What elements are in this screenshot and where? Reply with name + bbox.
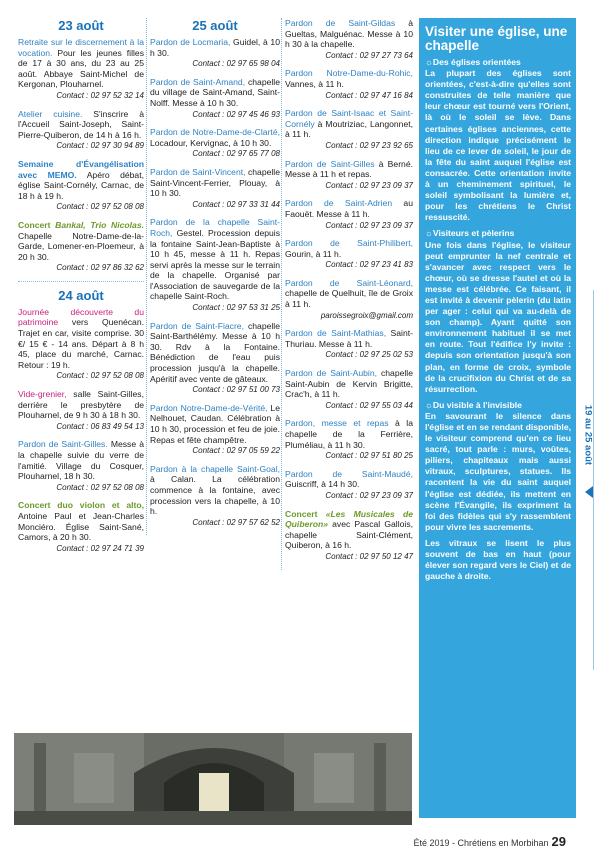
event-title: Pardon de Saint-Philibert, <box>285 238 413 249</box>
event-entry <box>150 403 280 457</box>
sidebar-subhead: Du visible à l'invisible <box>432 399 522 410</box>
event-entry <box>18 220 144 274</box>
tab-arrow-icon <box>585 486 593 498</box>
event-text: salle Saint-Gilles, derrière le presbytère de Plouharnel, de 9 h 30 à 18 h 30. <box>18 389 144 421</box>
event-contact: Contact : 02 97 55 03 44 <box>325 400 413 410</box>
event-text: Antoine Paul et Jean-Charles Monciéro. Église Saint-Sané, Camors, à 20 h 30. <box>18 510 144 543</box>
sidebar-subhead: Visiteurs et pèlerins <box>432 228 515 239</box>
event-text: vers Quenécan. Trajet en car, visite comprise. 30 €/ 15 € - 14 ans. Départ à 8 h 45, place du marché, Carnac. Retour : 19 h. <box>18 317 144 370</box>
event-title: Atelier cuisine. <box>18 108 83 119</box>
event-title: Pardon de Saint-Adrien <box>285 198 393 209</box>
event-title: Journée découverte du patrimoine <box>18 306 144 328</box>
event-contact: Contact : 02 97 65 98 04 <box>192 59 280 69</box>
event-contact: Contact : 02 97 52 08 08 <box>56 202 144 212</box>
date-heading: 25 août <box>192 18 238 33</box>
event-title: Pardon de Saint-Léonard, <box>285 277 413 288</box>
event-entry <box>18 389 144 432</box>
event-entry <box>285 108 413 151</box>
column-3 <box>285 18 413 570</box>
event-title: Retraite sur le discernement à la vocation. <box>18 37 144 58</box>
event-text: chapelle Saint-Aubin de Kervin Brigitte, Crac'h, à 11 h. <box>285 368 413 400</box>
event-contact: Contact : 02 97 24 71 39 <box>56 543 144 553</box>
event-title: Concert <box>18 219 51 230</box>
event-contact: Contact : 02 97 57 62 52 <box>192 517 280 527</box>
side-rule <box>593 290 594 670</box>
event-contact: Contact : 02 97 23 92 65 <box>325 140 413 150</box>
event-text: Gestel. Procession depuis la fontaine Saint-Jean-Baptiste à 10 h 45, messe à 11 h. Repas servi après la messe sur le terrain de la chapelle. Organisé par l'Association de sauvegarde de la chapelle Saint-Roch. <box>150 227 280 302</box>
sun-icon: ☼ <box>425 399 433 410</box>
event-contact: Contact : 02 97 27 73 64 <box>325 50 413 60</box>
event-contact: Contact : 02 97 52 08 08 <box>56 371 144 381</box>
event-contact: Contact : 06 83 49 54 13 <box>56 421 144 431</box>
event-entry <box>18 109 144 152</box>
event-text: Apéro débat, église Saint-Cornély, Carnac, de 18 h à 19 h. <box>18 169 144 201</box>
event-entry <box>285 68 413 101</box>
event-title: Concert duo violon et alto, <box>18 500 144 511</box>
church-interior-image <box>14 733 412 825</box>
sidebar-text: Les vitraux se lisent le plus souvent de bas en haut (pour élever son regard vers le Ciel) et de gauche à droite. <box>425 537 571 582</box>
sidebar-paragraph <box>425 57 571 223</box>
event-entry <box>18 500 144 554</box>
event-contact: Contact : 02 97 86 32 62 <box>56 263 144 273</box>
event-entry <box>285 198 413 231</box>
sidebar-text: Une fois dans l'église, le visiteur peut emprunter la nef centrale et s'avancer avec respect vers le chœur, où se dresse l'autel et où la messe est célébrée. Ce faisant, il est invité à devenir pèlerin (du latin per ager : celui qui va au-delà de son champ). Ayant quitté son environnement habituel il se met en route. Tout l'édifice l'y invite : depuis son orientation jusqu'à son plan, en forme de croix, symbole de la crucifixion du Christ et de sa résurrection. <box>425 239 571 394</box>
event-text: Chapelle Notre-Dame-de-la-Garde, Lomener-en-Ploemeur, à 20 h 30. <box>18 230 144 262</box>
event-entry <box>18 439 144 493</box>
event-entry <box>285 469 413 502</box>
section-tab-label: 19 au 25 août <box>582 404 594 466</box>
event-text: au Faouët. Messe à 11 h. <box>285 198 413 219</box>
event-contact: Contact : 02 97 45 46 93 <box>192 109 280 119</box>
event-title: Pardon Notre-Dame-de-Vérité, <box>150 402 268 413</box>
event-text: S'inscrire à l'Accueil Saint-Joseph, Saint-Pierre-Quiberon, de 14 h à 16 h. <box>18 108 145 140</box>
date-heading: 23 août <box>58 18 104 33</box>
event-entry <box>285 328 413 361</box>
event-entry <box>150 167 280 210</box>
event-title: Pardon de Saint-Gildas <box>285 18 396 28</box>
church-interior-photo <box>14 733 412 825</box>
sidebar-panel <box>419 18 576 818</box>
event-entry <box>150 464 280 529</box>
event-entry <box>285 18 413 61</box>
event-text: à Moutriziac, Langonnet, à 11 h. <box>285 118 413 140</box>
event-text: Messe à la chapelle suivie du verre de l'amitié. Village du Cosquer, Plouharnel, 18 h 30. <box>18 439 144 482</box>
event-entry <box>18 307 144 382</box>
event-text: avec Pascal Gallois, chapelle Saint-Clément, Quiberon, à 16 h. <box>285 519 413 551</box>
event-title: Pardon de Notre-Dame-de-Clarté, <box>150 127 280 138</box>
event-entry <box>285 509 413 563</box>
sun-icon: ☼ <box>425 228 433 239</box>
event-entry <box>285 278 413 321</box>
event-title: Pardon, messe et repas <box>285 418 389 429</box>
column-2 <box>150 18 280 535</box>
event-text: à Calan. La célébration commence à la fontaine, avec procession vers la chapelle, à 10 h. <box>150 474 280 517</box>
event-title: Pardon de Saint-Gilles <box>285 158 375 169</box>
page-number: 29 <box>551 834 566 849</box>
event-contact: Contact : 02 97 52 32 14 <box>56 90 144 100</box>
event-entry <box>285 159 413 192</box>
date-heading: 24 août <box>58 287 104 303</box>
event-entry <box>285 418 413 461</box>
event-contact: Contact : 02 97 33 31 44 <box>192 199 280 209</box>
event-text: Vannes, à 11 h. <box>285 78 344 89</box>
sidebar-paragraph <box>425 400 571 533</box>
event-contact: Contact : 02 97 25 02 53 <box>325 350 413 360</box>
event-title: Pardon de Locmaria, <box>150 37 231 47</box>
event-entry <box>150 127 280 160</box>
event-contact: Contact : 02 97 65 77 08 <box>192 149 280 159</box>
event-text: Le Nelhouet, Caudan. Célébration à 10 h 30, procession et feu de joie. Repas et fête champêtre. <box>150 402 280 445</box>
event-entry <box>18 159 144 213</box>
event-contact: Contact : 02 97 23 09 37 <box>325 490 413 500</box>
event-text: chapelle Saint-Barthélémy. Messe à 10 h 30. Rdv à la Fontaine. Bénédiction de l'eau puis procession jusqu'à la chapelle. Apéritif avec vente de gâteaux. <box>150 320 280 384</box>
event-text: Gourin, à 11 h. <box>285 248 342 259</box>
divider <box>18 281 144 282</box>
event-title: Pardon à la chapelle Saint-Goal, <box>150 463 280 474</box>
event-entry <box>18 37 144 102</box>
sidebar-body <box>419 57 576 582</box>
event-entry <box>150 37 280 70</box>
event-entry <box>285 238 413 271</box>
event-text: chapelle de Quelhuit, île de Groix à 11 h. <box>285 288 413 310</box>
event-contact: Contact : 02 97 51 00 73 <box>192 385 280 395</box>
event-contact: paroissegroix@gmail.com <box>320 310 413 320</box>
event-title: Pardon de Saint-Aubin, <box>285 368 378 379</box>
event-title: Concert <box>285 508 318 519</box>
event-title: Pardon de Saint-Maudé, <box>285 468 413 479</box>
event-title: Pardon de Saint-Fiacre, <box>150 320 244 331</box>
event-text: à la chapelle de la Ferrière, Pluméliau, à 11 h 30. <box>285 418 413 450</box>
event-entry <box>150 321 280 396</box>
column-1 <box>18 18 144 561</box>
page-footer <box>413 834 566 849</box>
footer-text: Été 2019 - Chrétiens en Morbihan <box>413 838 549 848</box>
sidebar-text: La plupart des églises sont orientées, c'est-à-dire qu'elles sont construites de telle manière que leur chœur est tourné vers l'Orient, là où le soleil se lève. Dans certaines églises anciennes, cette direction indique précisément le lieu de ce lever de soleil, le jour de la fête du saint auquel l'église est consacrée. Cette orientation invite à un cheminement spirituel, le soleil symbolisant la lumière et, pour les chrétiens le Christ ressuscité. <box>425 68 571 223</box>
event-text: Locadour, Kervignac, à 10 h 30. <box>150 137 272 148</box>
event-text: chapelle du village de Saint-Amand, Saint-Nolff. Messe à 10 h 30. <box>150 76 280 108</box>
event-contact: Contact : 02 97 51 80 25 <box>325 451 413 461</box>
event-entry <box>150 217 280 313</box>
event-entry <box>285 368 413 411</box>
event-entry <box>150 77 280 120</box>
sun-icon: ☼ <box>425 57 433 67</box>
event-text: Guidel, à 10 h 30. <box>150 37 280 58</box>
event-title: Pardon de la chapelle Saint-Roch, <box>150 217 280 238</box>
event-title: Pardon de Saint-Isaac et Saint-Cornély <box>285 108 413 129</box>
sidebar-paragraph <box>425 228 571 394</box>
sidebar-paragraph <box>425 538 571 582</box>
event-title: Pardon de Saint-Amand, <box>150 76 246 87</box>
event-title: Pardon de Saint-Mathias, <box>285 328 387 339</box>
event-title-italic: «Les Musicales de Quiberon» <box>285 508 413 530</box>
event-text: à Gueltas, Malguénac. Messe à 10 h 30 à la chapelle. <box>285 18 413 50</box>
sidebar-title: Visiter une église, une chapelle <box>425 24 568 53</box>
event-contact: Contact : 02 97 52 08 08 <box>56 482 144 492</box>
event-text: chapelle Saint-Vincent-Ferrier, Plouay, à 10 h 30. <box>150 166 280 199</box>
sidebar-subhead: Des églises orientées <box>432 57 521 67</box>
event-contact: Contact : 02 97 23 41 83 <box>325 260 413 270</box>
event-title: Pardon Notre-Dame-du-Rohic, <box>285 68 413 79</box>
event-title-italic: Bankal, Trio Nicolas. <box>50 219 144 230</box>
event-contact: Contact : 02 97 05 59 22 <box>192 446 280 456</box>
event-text: Pour les jeunes filles de 17 à 30 ans, du 23 au 25 août. Abbaye Saint-Michel de Kergonan, Plouharnel. <box>18 47 144 90</box>
event-contact: Contact : 02 97 53 31 25 <box>192 303 280 313</box>
event-text: à Berné. Messe à 11 h et repas. <box>285 158 414 180</box>
event-title: Pardon de Saint-Gilles. <box>18 439 108 450</box>
event-contact: Contact : 02 97 23 09 37 <box>325 180 413 190</box>
event-title: Pardon de Saint-Vincent, <box>150 166 246 177</box>
event-contact: Contact : 02 97 23 09 37 <box>325 220 413 230</box>
section-tab <box>581 390 595 480</box>
event-text: Guiscriff, à 14 h 30. <box>285 479 360 490</box>
event-text: Saint-Thuriau. Messe à 11 h. <box>285 328 413 349</box>
event-title: Semaine d'Évangélisation avec MEMO. <box>18 158 144 180</box>
event-contact: Contact : 02 97 50 12 47 <box>325 551 413 561</box>
event-contact: Contact : 02 97 47 16 84 <box>325 90 413 100</box>
event-title: Vide-grenier, <box>18 389 67 400</box>
event-contact: Contact : 02 97 30 94 89 <box>56 141 144 151</box>
sidebar-text: En savourant le silence dans l'église et en se rendant disponible, le visiteur comprend qu'en ce lieu sacré, tout parle : murs, voûtes, piliers, chapiteaux mais aussi vitraux, sculptures, statues. Ils racontent la vie du saint auquel l'église est dédiée, ils mettent en scène l'Évangile, ils expriment la foi des fidèles qui s'y rassemblent pour vivre les sacrements. <box>425 410 571 532</box>
